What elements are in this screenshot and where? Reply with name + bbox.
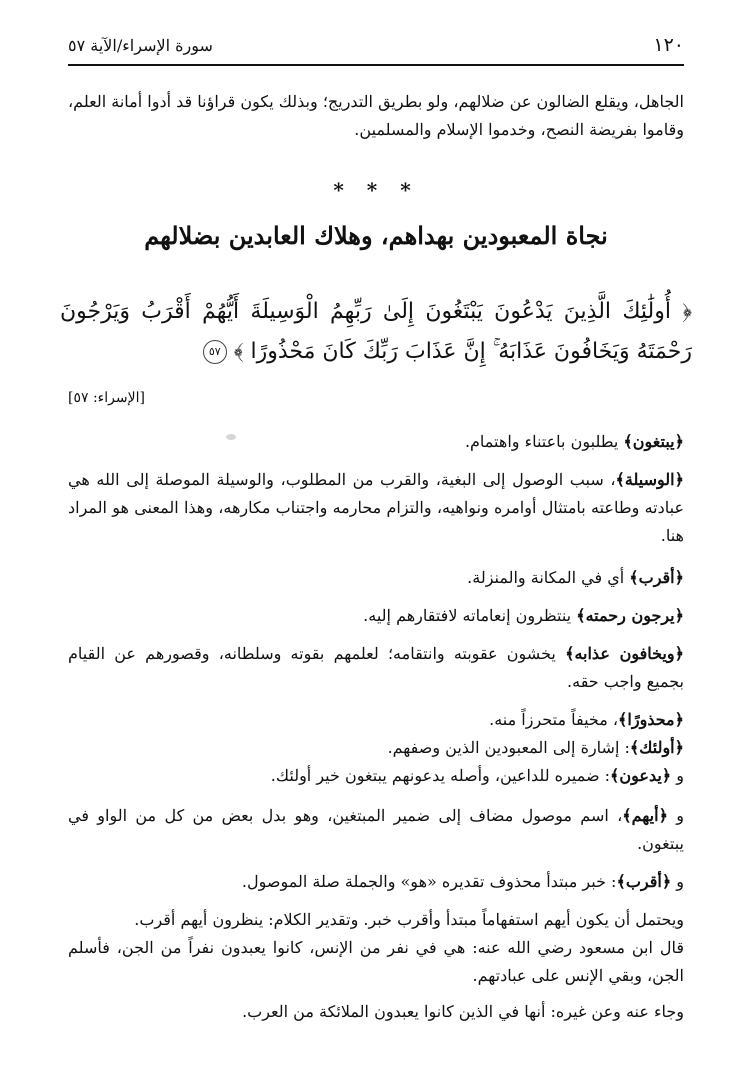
entry-prefix: و bbox=[671, 872, 684, 891]
entry-term: ﴿أقرب﴾ bbox=[616, 872, 672, 891]
closing-paragraph-2: قال ابن مسعود رضي الله عنه: هي في نفر من الإنس، كانوا يعبدون نفراً من الجن، فأسلم الجن، وبقي الإنس على عبادتهم. bbox=[68, 938, 684, 985]
entry-prefix: و bbox=[667, 806, 684, 825]
closing-paragraph-3: وجاء عنه وعن غيره: أنها في الذين كانوا يعبدون الملائكة من العرب. bbox=[242, 1002, 684, 1021]
entry-term: ﴿أولئك﴾ bbox=[629, 738, 684, 757]
entry-term: ﴿ويخافون عذابه﴾ bbox=[565, 644, 684, 663]
entry-text: : خبر مبتدأ محذوف تقديره «هو» والجملة صلة الموصول. bbox=[241, 872, 617, 891]
entry-term: ﴿يرجون رحمته﴾ bbox=[576, 606, 684, 625]
quran-verse bbox=[60, 292, 692, 372]
entry-ulaika bbox=[68, 734, 684, 762]
entry-yakhafun bbox=[68, 640, 684, 696]
entry-term: ﴿يبتغون﴾ bbox=[623, 432, 684, 451]
entry-yabtaghun bbox=[68, 428, 684, 456]
verse-citation: [الإسراء: ٥٧] bbox=[68, 390, 145, 406]
entry-mahdhura bbox=[68, 706, 684, 734]
entry-text: يطلبون باعتناء واهتمام. bbox=[464, 432, 624, 451]
entry-text: أي في المكانة والمنزلة. bbox=[467, 568, 630, 587]
entry-aqrab-grammar bbox=[68, 868, 684, 896]
entry-ayyuhum bbox=[68, 802, 684, 858]
entry-text: ، اسم موصول مضاف إلى ضمير المبتغين، وهو بدل بعض من كل من الواو في يبتغون. bbox=[68, 806, 684, 853]
entry-text: يخشون عقوبته وانتقامه؛ لعلمهم بقوته وسلطانه، وقصورهم عن القيام بجميع واجب حقه. bbox=[68, 644, 684, 691]
entry-text: ، سبب الوصول إلى البغية، والقرب من المطلوب، والوسيلة الموصلة إلى الله هي عبادته وطاعته بامتثال أوامره ونواهيه، والتزام محارمه واجتناب مكارهه، وهذا المعنى هو المراد هنا. bbox=[68, 470, 684, 545]
entry-prefix: و bbox=[671, 766, 684, 785]
entry-aqrab bbox=[68, 564, 684, 592]
entry-yarjun bbox=[68, 602, 684, 630]
verse-text: ﴿ أُولَٰئِكَ الَّذِينَ يَدْعُونَ يَبْتَغُونَ إِلَىٰ رَبِّهِمُ الْوَسِيلَةَ أَيُّهُمْ أَقْرَبُ وَيَرْجُونَ رَحْمَتَهُ وَيَخَافُونَ عَذَابَهُ ۚ إِنَّ عَذَابَ رَبِّكَ كَانَ مَحْذُورًا ﴾ bbox=[60, 299, 692, 364]
entry-term: ﴿أيهم﴾ bbox=[622, 806, 668, 825]
entry-text: ينتظرون إنعاماته لافتقارهم إليه. bbox=[363, 606, 577, 625]
entry-text: : ضميره للداعين، وأصله يدعونهم يبتغون خير أولئك. bbox=[270, 766, 611, 785]
closing-paragraph-1: ويحتمل أن يكون أيهم استفهاماً مبتدأ وأقرب خبر. وتقدير الكلام: ينظرون أيهم أقرب. bbox=[134, 910, 684, 929]
entry-term: ﴿يدعون﴾ bbox=[610, 766, 672, 785]
entry-text: : إشارة إلى المعبودين الذين وصفهم. bbox=[387, 738, 630, 757]
verse-end-marker: ٥٧ bbox=[203, 340, 227, 364]
page-header bbox=[68, 30, 684, 66]
section-title: نجاة المعبودين بهداهم، وهلاك العابدين بضلالهم bbox=[144, 221, 608, 250]
entry-text: ، مخيفاً متحرزاً منه. bbox=[489, 710, 619, 729]
page-number: ١٢٠ bbox=[653, 34, 684, 56]
entry-wasila bbox=[68, 466, 684, 550]
section-separator: * * * bbox=[333, 178, 419, 202]
entry-yadun bbox=[68, 762, 684, 790]
intro-paragraph: الجاهل، ويقلع الضالون عن ضلالهم، ولو بطريق التدريج؛ وبذلك يكون قراؤنا قد أدوا أمانة العلم، وقاموا بفريضة النصح، وخدموا الإسلام والمسلمين. bbox=[68, 92, 684, 139]
surah-reference: سورة الإسراء/الآية ٥٧ bbox=[68, 36, 213, 55]
entry-term: ﴿محذورًا﴾ bbox=[618, 710, 684, 729]
entry-term: ﴿الوسيلة﴾ bbox=[615, 470, 684, 489]
entry-term: ﴿أقرب﴾ bbox=[629, 568, 684, 587]
